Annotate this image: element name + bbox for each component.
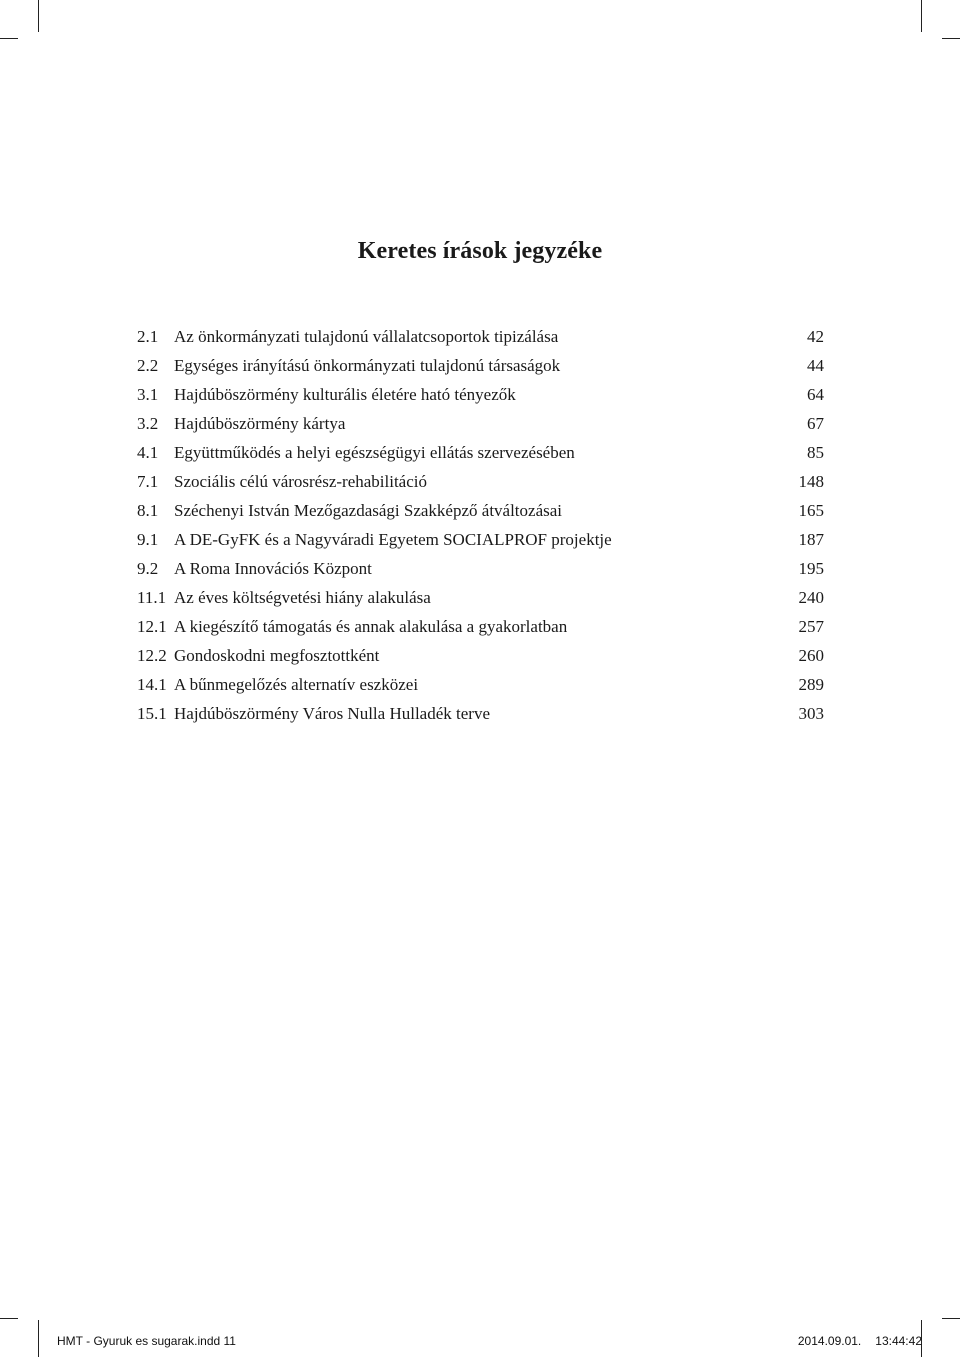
toc-entry-number: 3.2 (137, 414, 159, 433)
crop-mark-bottom-right-h (942, 1318, 960, 1319)
toc-entry-number: 7.1 (137, 472, 159, 491)
toc-entry (137, 670, 824, 699)
toc-entry-title: Egységes irányítású önkormányzati tulajdonú társaságok (174, 356, 561, 375)
toc-entry-number: 9.2 (137, 559, 159, 578)
toc-entry-page: 195 (798, 559, 824, 578)
toc-entry (137, 641, 824, 670)
toc-entry-title: Hajdúböszörmény kulturális életére ható tényezők (174, 385, 516, 404)
crop-mark-bottom-left (38, 1320, 39, 1357)
toc-entry-title: Hajdúböszörmény Város Nulla Hulladék terve (174, 704, 490, 723)
print-slug-filename: HMT - Gyuruk es sugarak.indd 11 (57, 1334, 236, 1348)
toc-entry (137, 583, 824, 612)
toc-entry (137, 699, 824, 728)
toc-entry-number: 14.1 (137, 675, 167, 694)
toc-entry (137, 467, 824, 496)
toc-entry (137, 409, 824, 438)
crop-mark-top-right-h (942, 38, 960, 39)
toc-entry-page: 85 (807, 443, 824, 462)
print-slug-datetime (784, 1334, 922, 1348)
toc-entry-title: Az éves költségvetési hiány alakulása (174, 588, 431, 607)
toc-entry-number: 9.1 (137, 530, 159, 549)
toc-entry-title: Széchenyi István Mezőgazdasági Szakképző átváltozásai (174, 501, 563, 520)
toc-entry-number: 12.2 (137, 646, 167, 665)
toc-entry-title: A Roma Innovációs Központ (174, 559, 372, 578)
toc-entry-number: 8.1 (137, 501, 159, 520)
toc-entry-title: Gondoskodni megfosztottként (174, 646, 380, 665)
toc-entry-title: A kiegészítő támogatás és annak alakulása a gyakorlatban (174, 617, 568, 636)
crop-mark-top-left (38, 0, 39, 32)
toc-entry-number: 15.1 (137, 704, 167, 723)
toc-entry (137, 612, 824, 641)
toc-entry-title: Szociális célú városrész-rehabilitáció (174, 472, 427, 491)
toc-entry-page: 64 (807, 385, 824, 404)
crop-mark-top-right (921, 0, 922, 32)
toc-entry-page: 44 (807, 356, 824, 375)
toc-entry-number: 3.1 (137, 385, 159, 404)
toc-entry-page: 67 (807, 414, 824, 433)
toc-entry-title: Az önkormányzati tulajdonú vállalatcsoportok tipizálása (174, 327, 559, 346)
toc-entry-page: 260 (798, 646, 824, 665)
crop-mark-bottom-left-h (0, 1318, 18, 1319)
toc-entry-page: 187 (798, 530, 824, 549)
toc-entry-title: Hajdúböszörmény kártya (174, 414, 346, 433)
toc-entry-number: 2.1 (137, 327, 159, 346)
toc-entry-page: 289 (798, 675, 824, 694)
crop-mark-top-left-h (0, 38, 18, 39)
toc-entry-page: 303 (798, 704, 824, 723)
toc-entry-page: 257 (798, 617, 824, 636)
toc-entry-title: A bűnmegelőzés alternatív eszközei (174, 675, 419, 694)
toc-entry (137, 496, 824, 525)
page-title: Keretes írások jegyzéke (357, 238, 603, 264)
print-slug-time: 13:44:42 (875, 1334, 922, 1348)
toc-entry-number: 11.1 (137, 588, 167, 607)
toc-entry-title: A DE-GyFK és a Nagyváradi Egyetem SOCIALPROF projektje (174, 530, 612, 549)
print-slug-date: 2014.09.01. (797, 1334, 862, 1348)
toc-entry-number: 2.2 (137, 356, 159, 375)
toc-entry-page: 42 (807, 327, 824, 346)
toc-list (137, 322, 824, 728)
toc-entry-page: 148 (798, 472, 824, 491)
toc-entry (137, 438, 824, 467)
toc-entry (137, 380, 824, 409)
toc-entry-page: 165 (798, 501, 824, 520)
toc-entry (137, 351, 824, 380)
toc-entry-title: Együttműködés a helyi egészségügyi ellátás szervezésében (174, 443, 575, 462)
toc-entry (137, 554, 824, 583)
toc-entry-number: 4.1 (137, 443, 159, 462)
toc-entry (137, 322, 824, 351)
toc-entry-number: 12.1 (137, 617, 167, 636)
toc-entry-page: 240 (798, 588, 824, 607)
toc-entry (137, 525, 824, 554)
